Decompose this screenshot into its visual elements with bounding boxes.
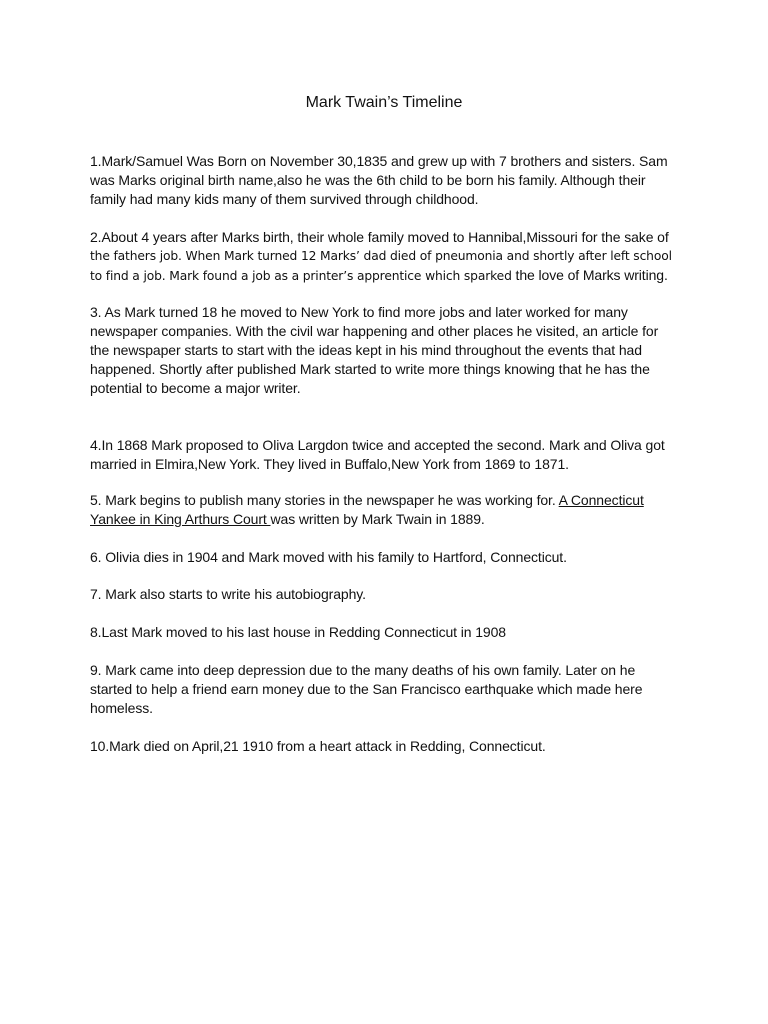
text-span: the love of Marks writing. [511,267,668,283]
text-span: was written by Mark Twain in 1889. [270,511,485,527]
text-line: family had many kids many of them survived through childhood. [90,191,479,207]
text-line: happened. Shortly after published Mark started to write more things knowing that he has the [90,361,650,377]
book-title-underlined: A Connecticut [558,492,644,508]
text-line [90,491,690,510]
timeline-entry-3 [90,303,690,398]
text-span: to find a job. Mark found a job as a printer’s apprentice which sparked [90,269,512,283]
text-line: 10.Mark died on April,21 1910 from a heart attack in Redding, Connecticut. [90,738,546,754]
text-line: started to help a friend earn money due to the San Francisco earthquake which made here [90,681,643,697]
text-line [90,266,690,286]
timeline-entry-7 [90,585,690,604]
text-line: 3. As Mark turned 18 he moved to New York to find more jobs and later worked for many [90,304,628,320]
text-line: 7. Mark also starts to write his autobiography. [90,586,366,602]
timeline-entry-4 [90,436,690,474]
text-line: homeless. [90,700,153,716]
timeline-entry-10 [90,737,690,756]
timeline-entry-1 [90,152,690,209]
text-line: 4.In 1868 Mark proposed to Oliva Largdon twice and accepted the second. Mark and Oliva got [90,437,665,453]
text-line: 9. Mark came into deep depression due to the many deaths of his own family. Later on he [90,662,636,678]
text-line: 2.About 4 years after Marks birth, their whole family moved to Hannibal,Missouri for the sake of [90,229,669,245]
timeline-entry-9 [90,661,690,718]
document-title: Mark Twain’s Timeline [305,94,463,111]
timeline-entry-5 [90,491,690,529]
text-line: 6. Olivia dies in 1904 and Mark moved with his family to Hartford, Connecticut. [90,549,567,565]
text-line: was Marks original birth name,also he was the 6th child to be born his family. Although their [90,172,646,188]
text-span: 5. Mark begins to publish many stories in the newspaper he was working for. [90,492,559,508]
text-line [90,510,690,529]
timeline-entry-6 [90,548,690,567]
timeline-entry-2 [90,228,690,286]
book-title-underlined: Yankee in King Arthurs Court [90,511,271,527]
text-line: married in Elmira,New York. They lived in Buffalo,New York from 1869 to 1871. [90,456,569,472]
text-line: newspaper companies. With the civil war happening and other places he visited, an article for [90,323,659,339]
text-line: 8.Last Mark moved to his last house in Redding Connecticut in 1908 [90,624,506,640]
timeline-entry-8 [90,623,690,642]
text-line: the newspaper starts to start with the ideas kept in his mind throughout the events that had [90,342,642,358]
text-line: potential to become a major writer. [90,380,301,396]
text-line: the fathers job. When Mark turned 12 Marks’ dad died of pneumonia and shortly after left school [90,249,672,263]
text-line: 1.Mark/Samuel Was Born on November 30,1835 and grew up with 7 brothers and sisters. Sam [90,153,668,169]
